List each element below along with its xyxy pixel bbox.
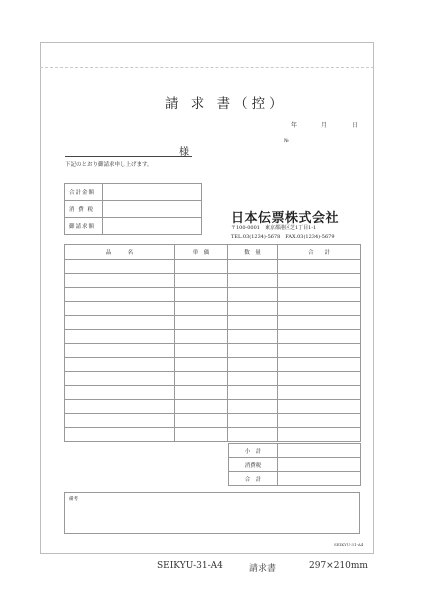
remarks-box[interactable] bbox=[64, 492, 360, 534]
unit-price-cell[interactable] bbox=[175, 414, 228, 428]
subtotal-label: 小 計 bbox=[229, 444, 278, 458]
item-row bbox=[65, 414, 361, 428]
amount-cell[interactable] bbox=[278, 428, 361, 442]
item-name-cell[interactable] bbox=[65, 274, 175, 288]
unit-price-cell[interactable] bbox=[175, 330, 228, 344]
unit-price-cell[interactable] bbox=[175, 316, 228, 330]
amount-cell[interactable] bbox=[278, 414, 361, 428]
quantity-cell[interactable] bbox=[228, 372, 278, 386]
total-value[interactable] bbox=[278, 472, 361, 486]
quantity-cell[interactable] bbox=[228, 344, 278, 358]
col-header-item-name: 品 名 bbox=[65, 245, 175, 260]
totals-row bbox=[229, 444, 361, 458]
unit-price-cell[interactable] bbox=[175, 344, 228, 358]
amount-cell[interactable] bbox=[278, 316, 361, 330]
invoice-number-label: № bbox=[284, 138, 289, 144]
quantity-cell[interactable] bbox=[228, 428, 278, 442]
company-phone-fax: TEL.03(1234)-5678 FAX.03(1234)-5679 bbox=[231, 234, 335, 240]
col-header-amount: 合 計 bbox=[278, 245, 361, 260]
addressee-suffix: 様 bbox=[179, 147, 189, 158]
item-name-cell[interactable] bbox=[65, 386, 175, 400]
item-name-cell[interactable] bbox=[65, 302, 175, 316]
company-name: 日本伝票株式会社 bbox=[231, 211, 340, 226]
quantity-cell[interactable] bbox=[228, 288, 278, 302]
item-name-cell[interactable] bbox=[65, 260, 175, 274]
tax-label: 消費税 bbox=[229, 458, 278, 472]
item-name-cell[interactable] bbox=[65, 316, 175, 330]
summary-row bbox=[65, 218, 202, 235]
quantity-cell[interactable] bbox=[228, 386, 278, 400]
date-day-label: 日 bbox=[352, 122, 359, 129]
item-row bbox=[65, 260, 361, 274]
summary-value[interactable] bbox=[103, 184, 202, 201]
quantity-cell[interactable] bbox=[228, 274, 278, 288]
unit-price-cell[interactable] bbox=[175, 428, 228, 442]
amount-cell[interactable] bbox=[278, 288, 361, 302]
unit-price-cell[interactable] bbox=[175, 400, 228, 414]
summary-table bbox=[64, 183, 202, 235]
quantity-cell[interactable] bbox=[228, 260, 278, 274]
item-row bbox=[65, 316, 361, 330]
summary-value[interactable] bbox=[103, 218, 202, 235]
summary-label: 合計金額 bbox=[65, 184, 103, 201]
summary-row bbox=[65, 201, 202, 218]
addressee-line[interactable] bbox=[65, 156, 192, 157]
quantity-cell[interactable] bbox=[228, 316, 278, 330]
amount-cell[interactable] bbox=[278, 274, 361, 288]
perforation-line bbox=[40, 67, 374, 68]
totals-table bbox=[228, 443, 361, 486]
remarks-label: 備考 bbox=[69, 497, 78, 502]
unit-price-cell[interactable] bbox=[175, 302, 228, 316]
document-title: 請 求 書（控） bbox=[165, 96, 287, 112]
summary-label: 消 費 税 bbox=[65, 201, 103, 218]
quantity-cell[interactable] bbox=[228, 400, 278, 414]
unit-price-cell[interactable] bbox=[175, 358, 228, 372]
item-name-cell[interactable] bbox=[65, 414, 175, 428]
item-row bbox=[65, 274, 361, 288]
summary-value[interactable] bbox=[103, 201, 202, 218]
item-name-cell[interactable] bbox=[65, 358, 175, 372]
date-month-label: 月 bbox=[321, 122, 328, 129]
item-name-cell[interactable] bbox=[65, 344, 175, 358]
amount-cell[interactable] bbox=[278, 330, 361, 344]
amount-cell[interactable] bbox=[278, 358, 361, 372]
item-row bbox=[65, 428, 361, 442]
item-row bbox=[65, 330, 361, 344]
summary-label: 御請求額 bbox=[65, 218, 103, 235]
quantity-cell[interactable] bbox=[228, 414, 278, 428]
amount-cell[interactable] bbox=[278, 344, 361, 358]
item-row bbox=[65, 288, 361, 302]
date-year-label: 年 bbox=[291, 122, 298, 129]
unit-price-cell[interactable] bbox=[175, 274, 228, 288]
totals-row bbox=[229, 458, 361, 472]
company-address: 〒100-0001 東京都港区芝1丁目1-1 bbox=[231, 225, 317, 231]
caption-form-code: SEIKYU-31-A4 bbox=[157, 561, 223, 571]
unit-price-cell[interactable] bbox=[175, 288, 228, 302]
form-code-small: SEIKYU-31-A4 bbox=[334, 542, 364, 547]
item-name-cell[interactable] bbox=[65, 400, 175, 414]
items-header-row bbox=[65, 245, 361, 260]
item-name-cell[interactable] bbox=[65, 428, 175, 442]
caption-form-name: 請求書 bbox=[249, 564, 277, 574]
unit-price-cell[interactable] bbox=[175, 386, 228, 400]
unit-price-cell[interactable] bbox=[175, 260, 228, 274]
item-row bbox=[65, 386, 361, 400]
col-header-unit-price: 単 価 bbox=[175, 245, 228, 260]
item-row bbox=[65, 400, 361, 414]
tax-value[interactable] bbox=[278, 458, 361, 472]
intro-text: 下記のとおり御請求申し上げます。 bbox=[65, 162, 153, 168]
amount-cell[interactable] bbox=[278, 372, 361, 386]
item-row bbox=[65, 372, 361, 386]
item-name-cell[interactable] bbox=[65, 330, 175, 344]
summary-row bbox=[65, 184, 202, 201]
total-label: 合 計 bbox=[229, 472, 278, 486]
amount-cell[interactable] bbox=[278, 400, 361, 414]
totals-row bbox=[229, 472, 361, 486]
item-name-cell[interactable] bbox=[65, 372, 175, 386]
item-name-cell[interactable] bbox=[65, 288, 175, 302]
quantity-cell[interactable] bbox=[228, 330, 278, 344]
quantity-cell[interactable] bbox=[228, 302, 278, 316]
items-table bbox=[64, 244, 361, 442]
caption-size: 297×210mm bbox=[309, 561, 368, 571]
item-row bbox=[65, 344, 361, 358]
subtotal-value[interactable] bbox=[278, 444, 361, 458]
amount-cell[interactable] bbox=[278, 302, 361, 316]
amount-cell[interactable] bbox=[278, 386, 361, 400]
item-row bbox=[65, 358, 361, 372]
col-header-quantity: 数 量 bbox=[228, 245, 278, 260]
unit-price-cell[interactable] bbox=[175, 372, 228, 386]
amount-cell[interactable] bbox=[278, 260, 361, 274]
quantity-cell[interactable] bbox=[228, 358, 278, 372]
item-row bbox=[65, 302, 361, 316]
